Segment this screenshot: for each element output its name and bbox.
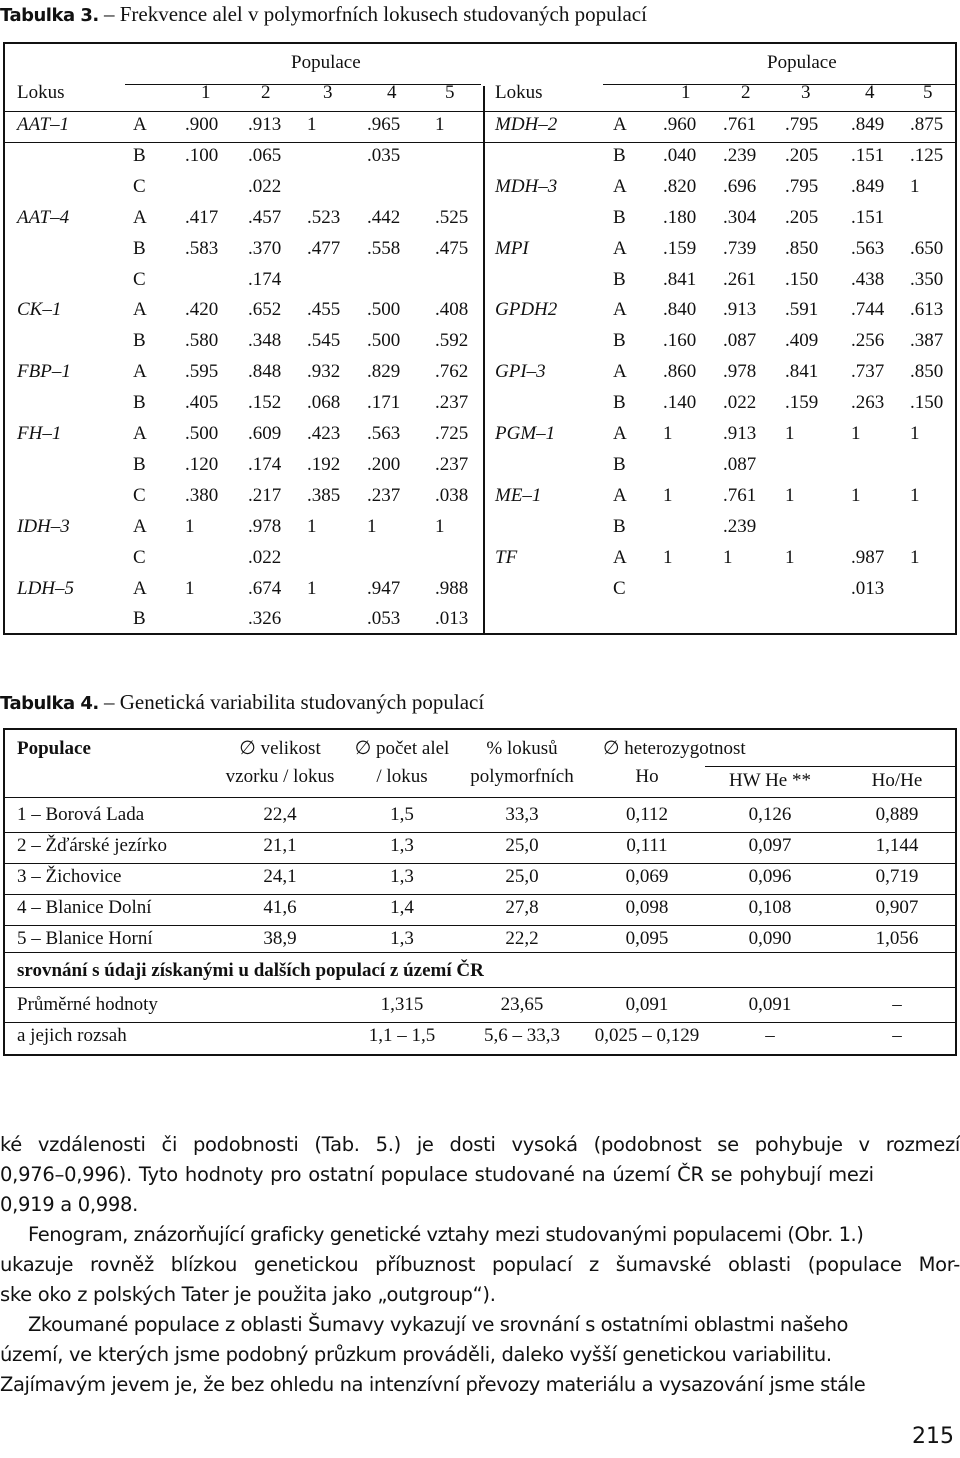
column-header-population: 4 <box>865 82 875 103</box>
allele-label: C <box>613 577 626 599</box>
allele-label: A <box>613 546 627 568</box>
allele-frequency: .978 <box>723 361 757 383</box>
allele-frequency: .151 <box>851 206 885 228</box>
allele-frequency: .477 <box>307 237 341 259</box>
comparison-value: – <box>765 1025 775 1046</box>
allele-label: A <box>133 361 147 383</box>
allele-frequency: .850 <box>785 237 819 259</box>
variability-value: 41,6 <box>263 897 297 918</box>
allele-frequency: 1 <box>435 515 445 537</box>
variability-value: 0,096 <box>748 866 792 887</box>
allele-frequency: .761 <box>723 114 757 135</box>
table-rule <box>603 84 955 85</box>
locus-name: LDH–5 <box>17 577 75 599</box>
allele-frequency: 1 <box>367 515 377 537</box>
table-rule <box>5 894 955 895</box>
allele-frequency: .150 <box>785 268 819 290</box>
text-line: Zajímavým jevem je, že bez ohledu na intenzívní převozy materiálu a vysazování jsme stále <box>0 1373 866 1396</box>
variability-value: 1,5 <box>390 804 414 825</box>
population-name: 3 – Žichovice <box>17 866 122 887</box>
allele-frequency: .674 <box>248 577 282 599</box>
table-rule <box>5 111 955 112</box>
allele-frequency: .038 <box>435 484 469 506</box>
allele-label: C <box>133 546 146 568</box>
locus-name: IDH–3 <box>17 515 70 537</box>
allele-frequency: 1 <box>663 484 673 506</box>
locus-name: MPI <box>495 237 529 259</box>
allele-frequency: .087 <box>723 453 757 475</box>
allele-frequency: .438 <box>851 268 885 290</box>
variability-value: 0,889 <box>875 804 919 825</box>
group-header: Populace <box>291 52 361 73</box>
allele-frequency: .150 <box>910 392 944 414</box>
allele-frequency: 1 <box>785 546 795 568</box>
allele-frequency: .065 <box>248 144 282 166</box>
allele-label: A <box>133 577 147 599</box>
column-header-population: 4 <box>387 82 397 103</box>
allele-frequency: .525 <box>435 206 469 228</box>
variability-value: 1,144 <box>875 835 919 856</box>
population-name: 2 – Žďárské jezírko <box>17 835 167 856</box>
comparison-value: – <box>892 1025 902 1046</box>
allele-frequency: .563 <box>367 423 401 444</box>
allele-frequency: .205 <box>785 206 819 228</box>
locus-name: FBP–1 <box>17 361 71 383</box>
comparison-label: a jejich rozsah <box>17 1025 127 1046</box>
allele-frequency: .455 <box>307 299 341 321</box>
allele-frequency: .217 <box>248 484 282 506</box>
column-header-population: 1 <box>201 82 211 103</box>
allele-frequency: .913 <box>248 114 282 135</box>
variability-value: 38,9 <box>263 928 297 949</box>
variability-value: 22,4 <box>263 804 297 825</box>
allele-label: B <box>613 330 626 352</box>
variability-value: 0,111 <box>626 835 668 856</box>
variability-value: 25,0 <box>505 866 539 887</box>
comparison-value: 1,315 <box>380 994 424 1015</box>
variability-value: 0,126 <box>748 804 792 825</box>
locus-name: AAT–4 <box>17 206 70 228</box>
allele-frequency: .171 <box>367 392 401 414</box>
locus-name: PGM–1 <box>495 423 556 444</box>
allele-frequency: .500 <box>367 330 401 352</box>
allele-frequency: .160 <box>663 330 697 352</box>
allele-frequency: .205 <box>785 144 819 166</box>
allele-frequency: .022 <box>248 175 282 197</box>
allele-frequency: .159 <box>663 237 697 259</box>
allele-label: B <box>133 144 146 166</box>
page-number: 215 <box>912 1424 954 1449</box>
allele-frequency: .947 <box>367 577 401 599</box>
variability-value: 1,056 <box>875 928 919 949</box>
text-line: 0,919 a 0,998. <box>0 1193 138 1216</box>
allele-frequency: .848 <box>248 361 282 383</box>
allele-frequency: .125 <box>910 144 944 166</box>
allele-frequency: .795 <box>785 114 819 135</box>
column-header-hohe: Ho/He <box>871 770 923 791</box>
allele-frequency: .013 <box>435 608 469 630</box>
allele-label: B <box>613 392 626 414</box>
allele-label: A <box>613 484 627 506</box>
allele-label: B <box>613 453 626 475</box>
variability-value: 0,090 <box>748 928 792 949</box>
table3-divider <box>483 86 485 633</box>
allele-frequency: .442 <box>367 206 401 228</box>
text-line: Zkoumané populace z oblasti Šumavy vykazují ve srovnání s ostatními oblastmi našeho <box>28 1313 848 1336</box>
allele-frequency: .500 <box>185 423 219 444</box>
allele-frequency: .239 <box>723 515 757 537</box>
locus-name: MDH–3 <box>495 175 558 197</box>
allele-frequency: .350 <box>910 268 944 290</box>
allele-frequency: .035 <box>367 144 401 166</box>
variability-value: 0,098 <box>625 897 669 918</box>
allele-frequency: .237 <box>435 453 469 475</box>
allele-frequency: .387 <box>910 330 944 352</box>
allele-frequency: 1 <box>785 423 795 444</box>
allele-label: B <box>613 515 626 537</box>
allele-frequency: .860 <box>663 361 697 383</box>
allele-frequency: .408 <box>435 299 469 321</box>
allele-label: C <box>133 268 146 290</box>
allele-frequency: .829 <box>367 361 401 383</box>
allele-frequency: .650 <box>910 237 944 259</box>
column-header-lokusu: % lokusů <box>486 738 558 759</box>
variability-value: 24,1 <box>263 866 297 887</box>
allele-frequency: .152 <box>248 392 282 414</box>
variability-value: 1,3 <box>390 928 414 949</box>
allele-frequency: 1 <box>185 577 195 599</box>
table-rule <box>5 1022 955 1023</box>
allele-frequency: 1 <box>723 546 733 568</box>
allele-frequency: .913 <box>723 423 757 444</box>
allele-frequency: .180 <box>663 206 697 228</box>
allele-frequency: .545 <box>307 330 341 352</box>
locus-name: TF <box>495 546 518 568</box>
allele-label: B <box>613 268 626 290</box>
text-line: Fenogram, znázorňující graficky genetické vztahy mezi studovanými populacemi (Obr. 1.) <box>28 1223 864 1246</box>
table-rule <box>5 832 955 833</box>
comparison-value: 0,091 <box>748 994 792 1015</box>
allele-frequency: .978 <box>248 515 282 537</box>
table4-caption-text: – Genetická variabilita studovaných populací <box>98 690 485 714</box>
allele-frequency: .200 <box>367 453 401 475</box>
table-rule <box>5 987 955 988</box>
allele-frequency: 1 <box>307 577 317 599</box>
allele-frequency: .405 <box>185 392 219 414</box>
allele-frequency: .013 <box>851 577 885 599</box>
allele-frequency: .652 <box>248 299 282 321</box>
allele-frequency: .380 <box>185 484 219 506</box>
column-header-lokus: Lokus <box>495 82 543 103</box>
allele-frequency: 1 <box>851 423 861 444</box>
allele-frequency: .762 <box>435 361 469 383</box>
allele-frequency: .841 <box>785 361 819 383</box>
allele-label: A <box>133 423 147 444</box>
column-header-population: 5 <box>445 82 455 103</box>
allele-frequency: .987 <box>851 546 885 568</box>
population-name: 1 – Borová Lada <box>17 804 145 825</box>
allele-frequency: 1 <box>910 175 920 197</box>
allele-frequency: .725 <box>435 423 469 444</box>
allele-frequency: .875 <box>910 114 944 135</box>
allele-frequency: .370 <box>248 237 282 259</box>
allele-frequency: .849 <box>851 114 885 135</box>
allele-frequency: .423 <box>307 423 341 444</box>
text-line: ké vzdálenosti či podobnosti (Tab. 5.) je dosti vysoká (podobnost se pohybuje v rozmezí <box>0 1133 960 1156</box>
variability-value: 0,069 <box>625 866 669 887</box>
allele-label: A <box>613 114 627 135</box>
allele-frequency: .761 <box>723 484 757 506</box>
comparison-value: – <box>892 994 902 1015</box>
allele-frequency: .304 <box>723 206 757 228</box>
comparison-header: srovnání s údaji získanými u dalších populací z území ČR <box>17 960 484 981</box>
allele-label: A <box>613 299 627 321</box>
allele-frequency: .151 <box>851 144 885 166</box>
variability-value: 0,112 <box>625 804 669 825</box>
allele-frequency: .840 <box>663 299 697 321</box>
allele-frequency: .595 <box>185 361 219 383</box>
allele-frequency: .174 <box>248 268 282 290</box>
locus-name: FH–1 <box>17 423 62 444</box>
variability-value: 1,4 <box>390 897 414 918</box>
allele-label: A <box>613 423 627 444</box>
allele-frequency: .040 <box>663 144 697 166</box>
column-header-alel-sub: / lokus <box>376 766 428 787</box>
allele-frequency: .737 <box>851 361 885 383</box>
allele-frequency: .237 <box>435 392 469 414</box>
allele-frequency: 1 <box>307 515 317 537</box>
allele-frequency: .100 <box>185 144 219 166</box>
allele-label: A <box>613 175 627 197</box>
allele-frequency: .385 <box>307 484 341 506</box>
variability-value: 1,3 <box>390 835 414 856</box>
variability-value: 1,3 <box>390 866 414 887</box>
allele-frequency: .237 <box>367 484 401 506</box>
comparison-value: 0,091 <box>625 994 669 1015</box>
allele-frequency: .960 <box>663 114 697 135</box>
allele-frequency: .475 <box>435 237 469 259</box>
allele-frequency: .261 <box>723 268 757 290</box>
allele-frequency: 1 <box>435 114 445 135</box>
allele-frequency: 1 <box>185 515 195 537</box>
allele-frequency: .523 <box>307 206 341 228</box>
column-header-population: 2 <box>261 82 271 103</box>
allele-label: A <box>613 361 627 383</box>
text-line: ske oko z polských Tater je použita jako „outgroup“). <box>0 1283 496 1306</box>
allele-frequency: .192 <box>307 453 341 475</box>
comparison-label: Průměrné hodnoty <box>17 994 158 1015</box>
allele-frequency: .580 <box>185 330 219 352</box>
allele-frequency: .900 <box>185 114 219 135</box>
variability-value: 0,097 <box>748 835 792 856</box>
column-header-populace: Populace <box>17 738 91 759</box>
allele-frequency: .913 <box>723 299 757 321</box>
allele-frequency: 1 <box>785 484 795 506</box>
allele-frequency: .739 <box>723 237 757 259</box>
body-text <box>0 1130 960 1400</box>
allele-frequency: .053 <box>367 608 401 630</box>
column-header-population: 1 <box>681 82 691 103</box>
allele-frequency: 1 <box>910 423 920 444</box>
comparison-value: 23,65 <box>500 994 544 1015</box>
allele-frequency: .022 <box>723 392 757 414</box>
column-header-hwhe: HW He ** <box>729 770 811 791</box>
allele-frequency: .174 <box>248 453 282 475</box>
allele-frequency: .850 <box>910 361 944 383</box>
allele-frequency: .457 <box>248 206 282 228</box>
allele-label: C <box>133 175 146 197</box>
locus-name: ME–1 <box>495 484 542 506</box>
allele-label: B <box>613 144 626 166</box>
table-rule <box>705 766 955 767</box>
allele-frequency: .263 <box>851 392 885 414</box>
allele-frequency: 1 <box>910 546 920 568</box>
locus-name: CK–1 <box>17 299 62 321</box>
allele-frequency: .613 <box>910 299 944 321</box>
allele-frequency: .932 <box>307 361 341 383</box>
allele-label: B <box>133 392 146 414</box>
locus-name: AAT–1 <box>17 114 70 135</box>
table4-caption <box>0 690 484 715</box>
allele-frequency: .583 <box>185 237 219 259</box>
column-header-population: 3 <box>801 82 811 103</box>
table-rule <box>5 952 955 953</box>
allele-frequency: .849 <box>851 175 885 197</box>
allele-frequency: .965 <box>367 114 401 135</box>
variability-value: 0,907 <box>875 897 919 918</box>
allele-frequency: 1 <box>910 484 920 506</box>
table-rule <box>5 863 955 864</box>
allele-frequency: .820 <box>663 175 697 197</box>
allele-frequency: .744 <box>851 299 885 321</box>
column-header-lokus: Lokus <box>17 82 65 103</box>
allele-label: C <box>133 484 146 506</box>
allele-frequency: .420 <box>185 299 219 321</box>
allele-frequency: .988 <box>435 577 469 599</box>
table3-caption-text: – Frekvence alel v polymorfních lokusech studovaných populací <box>98 2 647 26</box>
column-header-population: 5 <box>923 82 933 103</box>
group-header: Populace <box>767 52 837 73</box>
allele-frequency: .563 <box>851 237 885 259</box>
comparison-value: 0,025 – 0,129 <box>594 1025 700 1046</box>
variability-value: 0,719 <box>875 866 919 887</box>
allele-label: B <box>133 608 146 630</box>
allele-frequency: .087 <box>723 330 757 352</box>
allele-label: A <box>133 515 147 537</box>
locus-name: MDH–2 <box>495 114 558 135</box>
variability-value: 21,1 <box>263 835 297 856</box>
allele-frequency: 1 <box>663 423 673 444</box>
table-rule <box>5 925 955 926</box>
allele-frequency: .609 <box>248 423 282 444</box>
column-header-heterozygotnost: ∅ heterozygotnost <box>603 738 746 759</box>
comparison-value: 1,1 – 1,5 <box>368 1025 436 1046</box>
locus-name: GPDH2 <box>495 299 558 321</box>
allele-frequency: 1 <box>851 484 861 506</box>
allele-frequency: .500 <box>367 299 401 321</box>
comparison-value: 5,6 – 33,3 <box>484 1025 560 1046</box>
population-name: 5 – Blanice Horní <box>17 928 153 949</box>
allele-frequency: .140 <box>663 392 697 414</box>
table-rule <box>5 797 955 798</box>
column-header-velikost: ∅ velikost <box>239 738 321 759</box>
allele-frequency: 1 <box>307 114 317 135</box>
column-header-alel: ∅ počet alel <box>354 738 450 759</box>
allele-label: B <box>613 206 626 228</box>
text-line: 0,976–0,996). Tyto hodnoty pro ostatní populace studované na území ČR se pohybují mezi <box>0 1163 874 1186</box>
variability-value: 27,8 <box>505 897 539 918</box>
column-header-lokusu-sub: polymorfních <box>470 766 574 787</box>
population-name: 4 – Blanice Dolní <box>17 897 152 918</box>
allele-frequency: .841 <box>663 268 697 290</box>
text-line: ukazuje rovněž blízkou genetickou příbuznost populací z šumavské oblasti (populace Mor- <box>0 1253 960 1276</box>
allele-frequency: .348 <box>248 330 282 352</box>
allele-label: B <box>133 453 146 475</box>
table4 <box>3 728 957 1056</box>
allele-frequency: .795 <box>785 175 819 197</box>
allele-frequency: .120 <box>185 453 219 475</box>
allele-label: A <box>613 237 627 259</box>
allele-frequency: .409 <box>785 330 819 352</box>
table4-caption-label: Tabulka 4. <box>0 693 99 714</box>
table3-caption-label: Tabulka 3. <box>0 5 99 26</box>
allele-frequency: .591 <box>785 299 819 321</box>
variability-value: 0,095 <box>625 928 669 949</box>
variability-value: 33,3 <box>505 804 539 825</box>
table3 <box>3 42 957 635</box>
allele-label: A <box>133 206 147 228</box>
column-header-velikost-sub: vzorku / lokus <box>225 766 335 787</box>
column-header-population: 3 <box>323 82 333 103</box>
allele-frequency: 1 <box>663 546 673 568</box>
text-line: území, ve kterých jsme podobný průzkum prováděli, daleko vyšší genetickou variabilitu. <box>0 1343 832 1366</box>
locus-name: GPI–3 <box>495 361 546 383</box>
allele-frequency: .326 <box>248 608 282 630</box>
allele-frequency: .256 <box>851 330 885 352</box>
allele-label: A <box>133 299 147 321</box>
variability-value: 25,0 <box>505 835 539 856</box>
column-header-ho: Ho <box>635 766 659 787</box>
allele-label: B <box>133 330 146 352</box>
allele-frequency: .068 <box>307 392 341 414</box>
variability-value: 0,108 <box>748 897 792 918</box>
allele-frequency: .022 <box>248 546 282 568</box>
allele-frequency: .696 <box>723 175 757 197</box>
column-header-population: 2 <box>741 82 751 103</box>
allele-frequency: .558 <box>367 237 401 259</box>
allele-frequency: .592 <box>435 330 469 352</box>
allele-frequency: .239 <box>723 144 757 166</box>
table-rule <box>125 84 481 85</box>
allele-frequency: .417 <box>185 206 219 228</box>
allele-label: B <box>133 237 146 259</box>
variability-value: 22,2 <box>505 928 539 949</box>
table3-caption <box>0 2 647 27</box>
table-rule <box>5 142 955 143</box>
allele-label: A <box>133 114 147 135</box>
allele-frequency: .159 <box>785 392 819 414</box>
